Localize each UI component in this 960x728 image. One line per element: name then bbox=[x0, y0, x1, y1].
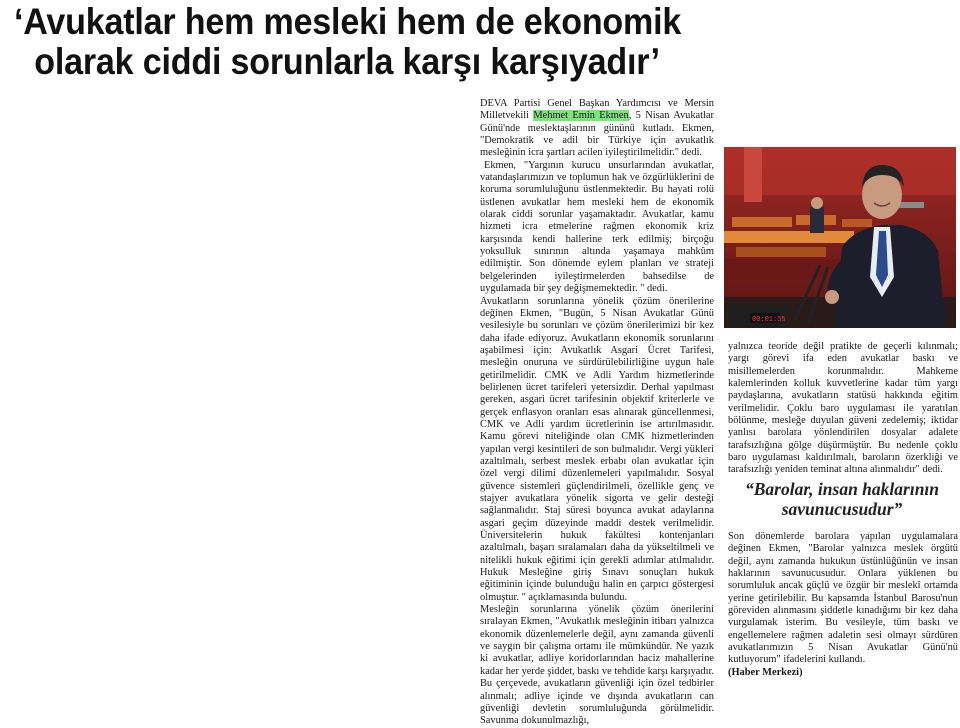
timer-readout: 00:01:55 bbox=[752, 316, 786, 324]
paragraph-4: Mesleğin sorunlarına yönelik çözüm önerilerini sıralayan Ekmen, "Avukatlık mesleğinin itibarı yalnızca ekonomik düzenlemelerle değil, aynı zamanda güvenli ve saygın bir çalışma ortamı ile mümkündür. Ne yazık ki avukatlar, adliye koridorlarından haciz mahallerine kadar her yerde şiddet, baskı ve tehdide karşı karşıyadır. Bu çerçevede, avukatların güvenliği için özel tedbirler alınmalı; adliye içinde ve dışında avukatların can güvenliği devletin sorumluluğunda görülmelidir. Savunma dokunulmazlığı, bbox=[480, 604, 714, 727]
article-column-right-bottom bbox=[728, 531, 958, 679]
byline: (Haber Merkezi) bbox=[728, 666, 803, 678]
lead-text: DEVA Partisi Genel Başkan Yardımcısı ve Mersin Milletvekili bbox=[480, 98, 714, 122]
lead-paragraph bbox=[480, 98, 714, 160]
paragraph-6: Son dönemlerde barolara yapılan uygulamalara değinen Ekmen, "Barolar yalnızca meslek örgütü değil, aynı zamanda hukukun üstünlüğünün ve insan haklarının savunucusudur. Onlara yüklenen bu sorumluluk ancak güçlü ve özgür bir meslekî ortamda yerine getirilebilir. Bu kapsamda İstanbul Barosu'nun göreviden alınmasını şiddetle kınadığımı bir kez daha vurgulamak isterim. Bu vesileyle, tüm baskı ve engellemelere rağmen adaletin sesi olmayı sürdüren avukatlarımızın 5 Nisan Avukatlar Günü'nü kutluyorum" ifadelerini kullandı. bbox=[728, 531, 958, 666]
headline-line-2: olarak ciddi sorunlarla karşı karşıyadır’ bbox=[34, 41, 660, 82]
paragraph-5: yalnızca teoride değil pratikte de geçerli kılınmalı; yargı görevi ifa eden avukatlar baskı ve misillemelerden korunmalıdır. Mahkeme kalemlerinden kolluk kuvvetlerine kadar tüm yargı paydaşlarına, avukatların statüsü hakkında eğitim verilmelidir. Çoklu baro uygulaması ile yaratılan bölünme, mesleğe duyulan güveni zedelemiş; iktidar yanlısı barolara yönlendirilen dosyalar adalete tarafsızlığına gölge düşürmüştür. Bu nedenle çoklu baro uygulaması kaldırılmalı, baroların özerkliği ve tarafsızlığı yeniden teminat altına alınmalıdır" dedi. bbox=[728, 341, 958, 476]
headline-line-1: ‘Avukatlar hem mesleki hem de ekonomik bbox=[14, 1, 682, 42]
highlighted-name: Mehmet Emin Ekmen bbox=[533, 110, 629, 122]
article-column-right-top bbox=[728, 341, 958, 477]
lead-text-cont: , 5 Nisan Avukatlar Günü'nde meslektaşlarının gününü kutladı. Ekmen, "Demokratik ve adil bir Türkiye için avukatlık mesleğinin icra şartları acilen iyileştirilmelidir." dedi. bbox=[480, 110, 714, 159]
parliament-speaker-image bbox=[724, 147, 956, 328]
headline bbox=[14, 2, 879, 82]
article-photo bbox=[724, 147, 956, 328]
paragraph-2: Ekmen, "Yargının kurucu unsurlarından avukatlar, vatandaşlarımızın ve toplumun hak ve özgürlüklerini de koruma sorumluluğunu üstlenmektedir. Bu hayati rolü üstlenen avukatlar hem mesleki hem de ekonomik olarak ciddi sorunlar yaşamaktadır. Avukatlar, kamu hizmeti icra etmelerine rağmen ekonomik kriz karşısında kendi hallerine terk edilmiş; birçoğu yoksulluk sınırının altında yaşamaya mahkûm edilmiştir. Son dönemde eylem planları ve strateji belgelerinden iyileştirmelerden bahsedilse de uygulamada bir şey değişmemektedir. " dedi. bbox=[480, 159, 714, 295]
article-column-left bbox=[480, 98, 714, 728]
pull-quote: “Barolar, insan haklarının savunucusudur” bbox=[744, 479, 940, 519]
paragraph-3: Avukatların sorunlarına yönelik çözüm önerilerine değinen Ekmen, "Bugün, 5 Nisan Avukatlar Günü vesilesiyle bu sorunları ve çözüm önerilerimizi bir kez daha ifade ediyoruz. Avukatların ekonomik sorunlarını aşabilmesi için: Avukatlık Asgari Ücret Tarifesi, mesleğin onuruna ve sürdürülebilirliğine uygun hale getirilmelidir. CMK ve Adli Yardım hizmetlerinde belirlenen ücret tarifeleri yetersizdir. Derhal yapılması gereken, asgari ücret tarifesinin objektif kriterlerle ve gerçek enflasyon oranları esas alınarak güncellenmesi, CMK ve Adli yardım ücretlerinin ise artırılmasıdır. Kamu görevi niteliğinde olan CMK hizmetlerinden yapılan vergi kesintileri de son bulmalıdır. Vergi yükleri azaltılmalı, serbest meslek erbabı olan avukatlar için özel vergi dilimi düzenlemeleri yapılmalıdır. Sosyal güvence sistemleri güçlendirilmeli, özellikle genç ve stajyer avukatlara yönelik sigorta ve gelir desteği sağlanmalıdır. Staj süresi boyunca avukat adaylarına asgari geçim düzeyinde maddi destek verilmelidir. Üniversitelerin hukuk fakültesi kontenjanları azaltılmalı, başarı sıralamaları daha da yükseltilmeli ve nitelikli hukuk eğitimi için gerekli adımlar atılmalıdır. Hukuk Mesleğine giriş Sınavı sonuçları hukuk eğitiminin içinde bulunduğu halin en çarpıcı göstergesi olmuştur. " açıklamasında bulundu. bbox=[480, 295, 714, 603]
